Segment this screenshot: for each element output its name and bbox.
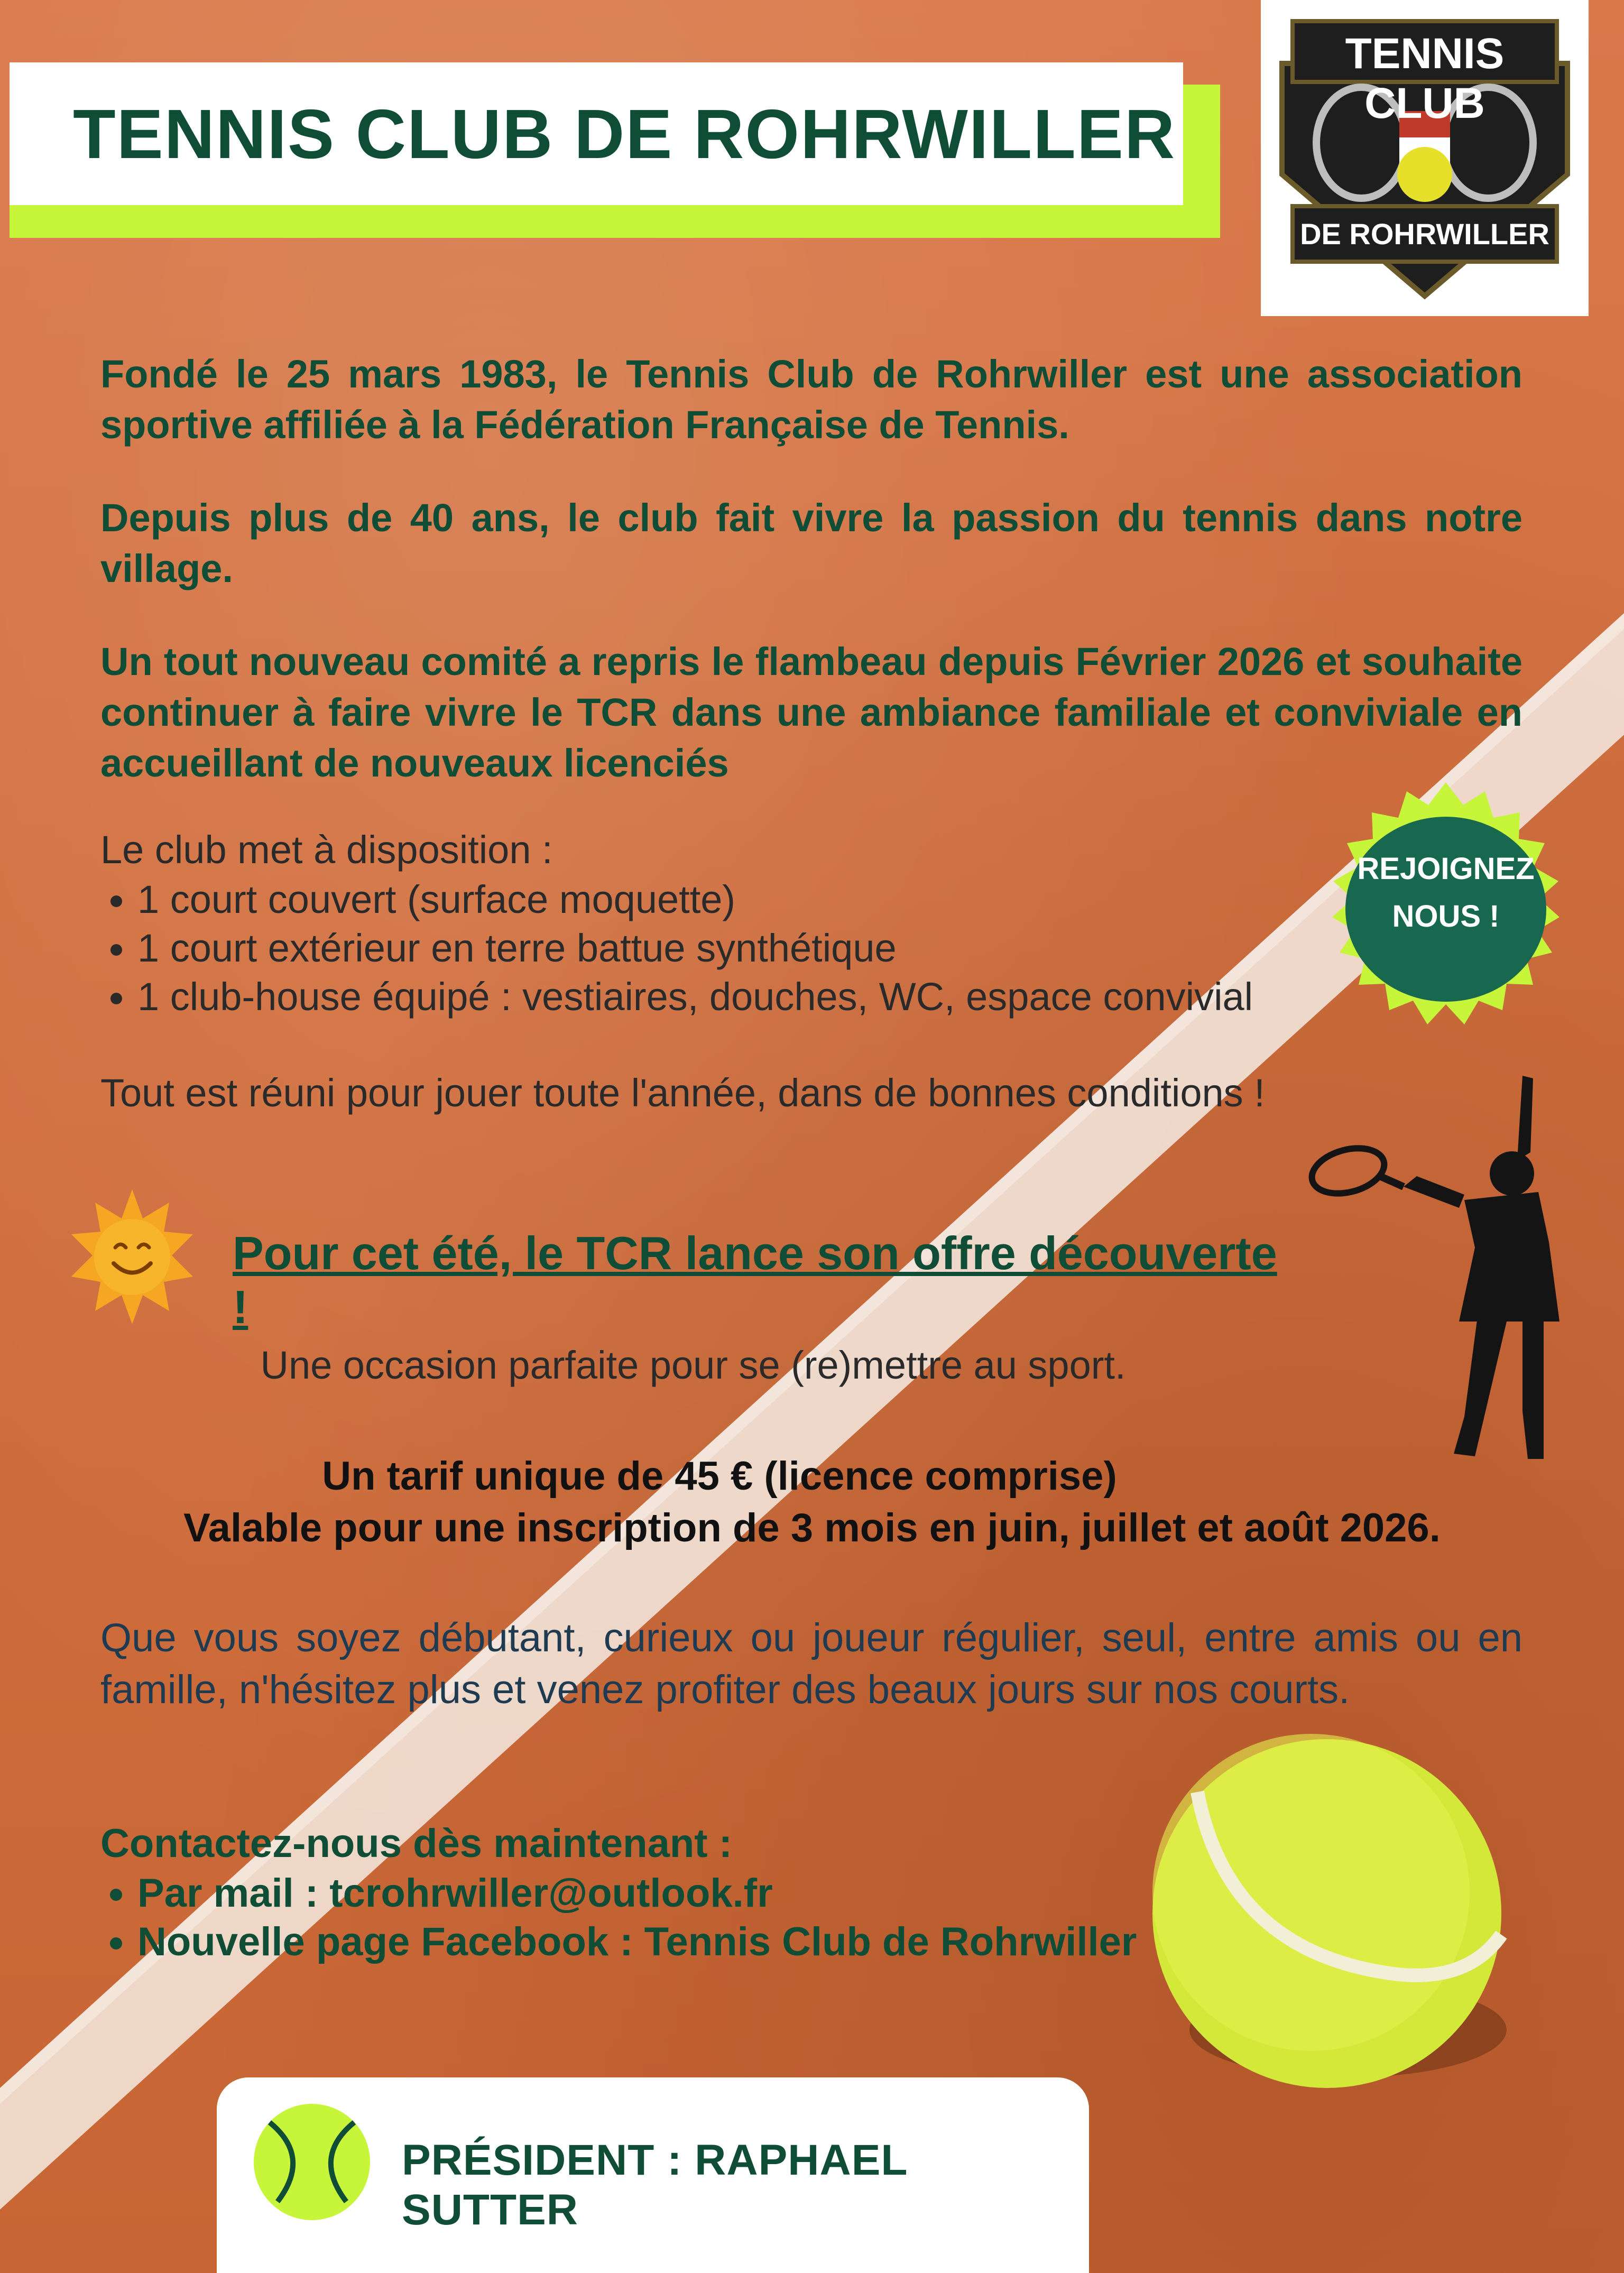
offer-headline: Pour cet été, le TCR lance son offre découverte !: [233, 1227, 1277, 1333]
offer-invite: Que vous soyez débutant, curieux ou joueur régulier, seul, entre amis ou en famille, n'hésitez plus et venez profiter des beaux jours sur nos courts.: [100, 1615, 1522, 1712]
footer-ball-icon: [248, 2099, 375, 2225]
president-label: PRÉSIDENT : RAPHAEL SUTTER: [402, 2136, 908, 2234]
intro-paragraph-3: Un tout nouveau comité a repris le flambeau depuis Février 2026 et souhaite continuer à faire vivre le TCR dans une ambiance familiale et conviviale en accueillant de nouveaux licenciés: [100, 640, 1522, 785]
tagline: Tout est réuni pour jouer toute l'année, dans de bonnes conditions !: [100, 1071, 1265, 1115]
club-logo: [1261, 0, 1589, 316]
offer-price: Un tarif unique de 45 € (licence comprise): [322, 1454, 1117, 1499]
logo-bottom-text: DE ROHRWILLER: [1300, 217, 1549, 251]
contact-facebook-item[interactable]: • Nouvelle page Facebook : Tennis Club de Rohrwiller: [137, 1918, 1316, 1966]
offer-validity: Valable pour une inscription de 3 mois en juin, juillet et août 2026.: [183, 1505, 1441, 1550]
facility-item: • 1 club-house équipé : vestiaires, douches, WC, espace convivial: [137, 973, 1369, 1021]
sun-icon: [63, 1179, 201, 1337]
title-bar: [10, 62, 1183, 205]
facility-item: • 1 court extérieur en terre battue synthétique: [137, 924, 1369, 973]
player-silhouette: [1290, 1068, 1565, 1480]
badge-line-1: REJOIGNEZ: [1357, 852, 1535, 886]
contact-heading: Contactez-nous dès maintenant :: [100, 1821, 732, 1866]
logo-top-text: TENNIS CLUB: [1345, 30, 1505, 127]
intro-paragraph-2: Depuis plus de 40 ans, le club fait vivre la passion du tennis dans notre village.: [100, 496, 1522, 590]
intro-section: [100, 349, 1522, 789]
badge-line-2: NOUS !: [1392, 899, 1500, 934]
footer-card: [217, 2077, 1089, 2273]
intro-paragraph-1: Fondé le 25 mars 1983, le Tennis Club de Rohrwiller est une association sportive affiliée à la Fédération Française de Tennis.: [100, 352, 1522, 447]
join-badge: [1306, 782, 1586, 1041]
facilities-section: [100, 825, 1369, 1021]
page-title: TENNIS CLUB DE ROHRWILLER: [73, 95, 1176, 173]
contact-section: [100, 1818, 1316, 1966]
facilities-heading: Le club met à disposition :: [100, 828, 553, 872]
contact-email-item[interactable]: • Par mail : tcrohrwiller@outlook.fr: [137, 1869, 1316, 1918]
offer-subline: Une occasion parfaite pour se (re)mettre au sport.: [260, 1343, 1126, 1387]
facility-item: • 1 court couvert (surface moquette): [137, 875, 1369, 924]
